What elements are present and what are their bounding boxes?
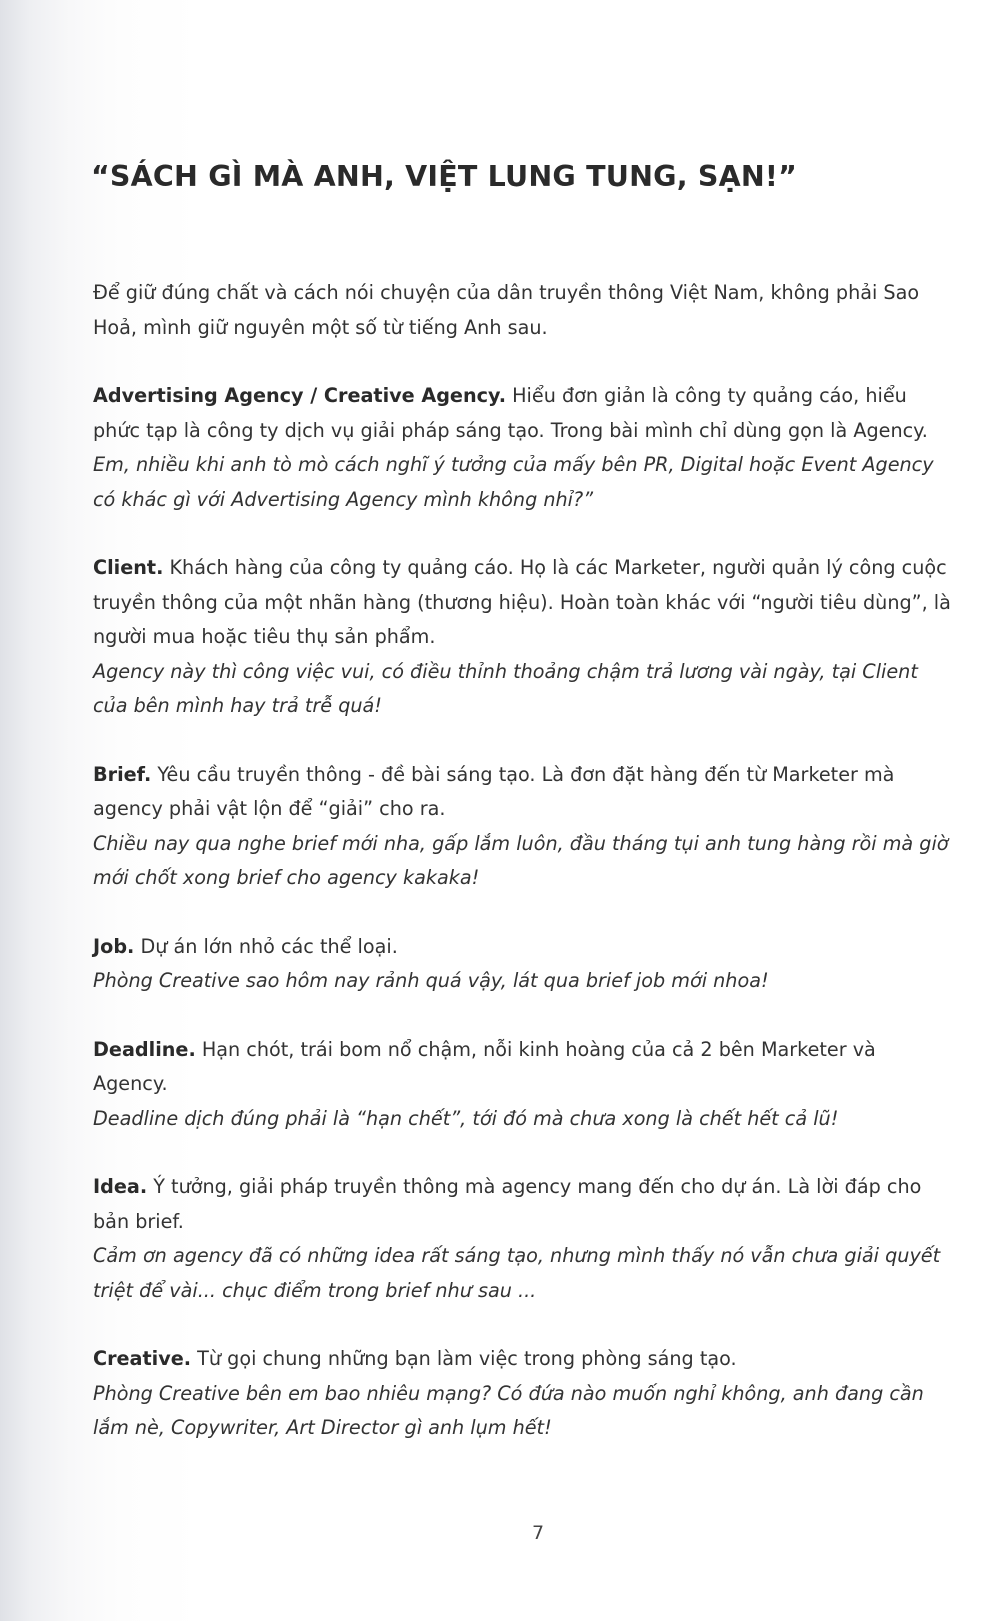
glossary-definition: Hạn chót, trái bom nổ chậm, nỗi kinh hoàng của cả 2 bên Marketer và Agency. xyxy=(93,1037,876,1095)
glossary-example: Phòng Creative bên em bao nhiêu mạng? Có đứa nào muốn nghỉ không, anh đang cần lắm nè, Copywriter, Art Director gì anh lụm hết! xyxy=(93,1381,924,1439)
glossary-entry-agency xyxy=(93,379,951,517)
glossary-term: Advertising Agency / Creative Agency. xyxy=(93,384,507,407)
glossary-term: Idea. xyxy=(93,1175,148,1198)
glossary-example: Deadline dịch đúng phải là “hạn chết”, tới đó mà chưa xong là chết hết cả lũ! xyxy=(93,1106,839,1130)
glossary-definition: Yêu cầu truyền thông - đề bài sáng tạo. Là đơn đặt hàng đến từ Marketer mà agency phải vật lộn để “giải” cho ra. xyxy=(93,762,895,820)
glossary-entry-job xyxy=(93,930,951,999)
glossary-definition: Dự án lớn nhỏ các thể loại. xyxy=(134,934,398,958)
glossary-entry-deadline xyxy=(93,1033,951,1137)
glossary-term: Client. xyxy=(93,556,164,579)
page-number: 7 xyxy=(531,1522,545,1544)
glossary-definition: Ý tưởng, giải pháp truyền thông mà agency mang đến cho dự án. Là lời đáp cho bản brief. xyxy=(93,1175,922,1233)
chapter-title: “SÁCH GÌ MÀ ANH, VIỆT LUNG TUNG, SẠN!” xyxy=(91,160,798,193)
glossary-definition: Hiểu đơn giản là công ty quảng cáo, hiểu phức tạp là công ty dịch vụ giải pháp sáng tạo. Trong bài mình chỉ dùng gọn là Agency. xyxy=(93,384,928,442)
glossary-term: Job. xyxy=(93,934,135,958)
glossary-entry-creative xyxy=(93,1342,951,1446)
glossary-term: Creative. xyxy=(93,1347,192,1370)
glossary-example: Phòng Creative sao hôm nay rảnh quá vậy, lát qua brief job mới nhoa! xyxy=(93,969,769,992)
glossary-example: Cảm ơn agency đã có những idea rất sáng tạo, nhưng mình thấy nó vẫn chưa giải quyết triệt để vài... chục điểm trong brief như sau ... xyxy=(93,1244,941,1302)
glossary-term: Brief. xyxy=(93,762,152,786)
glossary-example: Em, nhiều khi anh tò mò cách nghĩ ý tưởng của mấy bên PR, Digital hoặc Event Agency có khác gì với Advertising Agency mình không nhỉ?” xyxy=(93,453,934,511)
glossary-definition: Khách hàng của công ty quảng cáo. Họ là các Marketer, người quản lý công cuộc truyền thông của một nhãn hàng (thương hiệu). Hoàn toàn khác với “người tiêu dùng”, là người mua hoặc tiêu thụ sản phẩm. xyxy=(93,556,951,648)
glossary-definition: Từ gọi chung những bạn làm việc trong phòng sáng tạo. xyxy=(191,1347,737,1370)
glossary-entry-idea xyxy=(93,1170,951,1308)
glossary-term: Deadline. xyxy=(93,1037,196,1061)
glossary-example: Agency này thì công việc vui, có điều thỉnh thoảng chậm trả lương vài ngày, tại Client của bên mình hay trả trễ quá! xyxy=(93,659,918,717)
intro-paragraph: Để giữ đúng chất và cách nói chuyện của dân truyền thông Việt Nam, không phải Sao Hoả, mình giữ nguyên một số từ tiếng Anh sau. xyxy=(93,281,920,339)
glossary-example: Chiều nay qua nghe brief mới nha, gấp lắm luôn, đầu tháng tụi anh tung hàng rồi mà giờ mới chốt xong brief cho agency kakaka! xyxy=(93,831,949,889)
glossary-content xyxy=(93,276,951,1480)
glossary-entry-client xyxy=(93,551,951,724)
glossary-entry-brief xyxy=(93,758,951,896)
